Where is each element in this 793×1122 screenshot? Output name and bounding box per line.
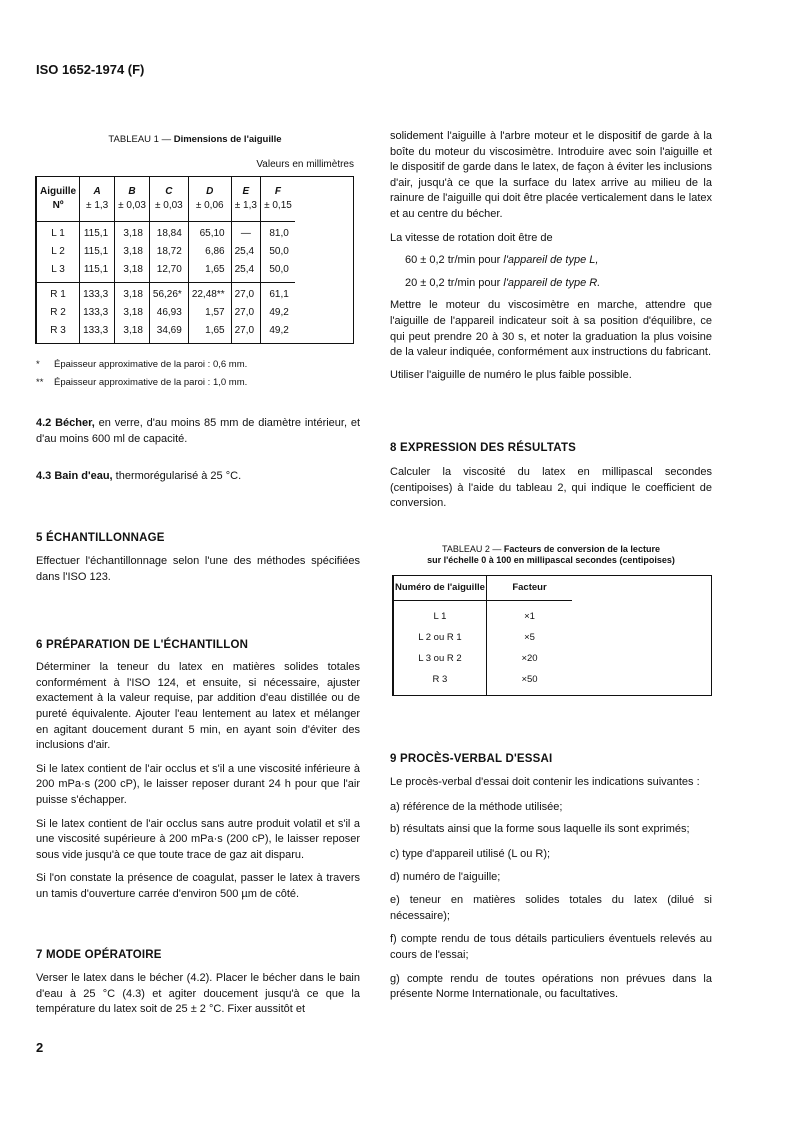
paragraph: Mettre le moteur du viscosimètre en marche, attendre que l'aiguille de l'appareil indicateur soit à sa position d'équilibre, ce qui peut prendre 20 à 30 s, et noter la graduation la plus voisine de la valeur indiquée, conformément aux instructions du fabricant. [390, 299, 712, 359]
table-cell: 27,0 [231, 322, 260, 343]
heading-7: 7 MODE OPÉRATOIRE [36, 949, 162, 962]
header-tolerance: ± 1,3 [234, 200, 257, 211]
paragraph: Verser le latex dans le bécher (4.2). Placer le bécher dans le bain d'eau à 25 °C (4.3) et agiter doucement jusqu'à ce que la température du latex soit de 25 ± 2 °C. Fixer aussitôt et [36, 972, 360, 1016]
table2-caption [390, 544, 712, 566]
table-cell: 22,48** [188, 283, 231, 305]
caption-subtitle: sur l'échelle 0 à 100 en millipascal secondes (centipoises) [427, 554, 675, 565]
header-tolerance: ± 0,15 [264, 200, 292, 211]
table-row [37, 322, 295, 343]
table-row [394, 627, 573, 648]
footnote-marker: * [36, 359, 40, 370]
speed-value: 20 ± 0,2 tr/min pour [405, 276, 504, 289]
section-number: 4.2 [36, 417, 52, 429]
column-header [261, 177, 295, 222]
section-4-3 [36, 469, 360, 485]
table-cell: ×5 [486, 627, 572, 648]
paragraph: Déterminer la teneur du latex en matières solides totales conformément à l'ISO 124, et ensuite, si nécessaire, ajuster exactement à la valeur requise, par addition d'eau distillée ou de pureté équivalente. Ajouter l'eau lentement au latex et mélanger en agitant doucement durant 5 min, en ayant soin d'éviter des inclusions d'air. [36, 661, 360, 752]
table-cell: 18,72 [149, 243, 188, 261]
table-cell: ×20 [486, 648, 572, 669]
table-cell: 1,65 [188, 261, 231, 283]
left-column [36, 134, 360, 1056]
paragraph: Si l'on constate la présence de coagulat, passer le latex à travers un tamis d'ouverture carrée d'environ 500 µm de côté. [36, 872, 360, 900]
header-label: F [274, 186, 282, 197]
list-item: b) résultats ainsi que la forme sous laquelle ils sont exprimés; [390, 823, 690, 836]
table-cell: 115,1 [80, 222, 115, 244]
page-number: 2 [36, 1039, 44, 1055]
footnote [36, 374, 360, 392]
paragraph: Si le latex contient de l'air occlus sans autre produit volatil et s'il a une viscosité supérieure à 200 mPa·s (200 cP), le laisser reposer sous vide jusqu'à ce que toute trace de gaz ait disparu. [36, 817, 360, 861]
table-cell: L 1 [37, 222, 80, 244]
table-row [37, 261, 295, 283]
paragraph: Effectuer l'échantillonnage selon l'une des méthodes spécifiées dans l'ISO 123. [36, 555, 360, 583]
table-cell: 3,18 [115, 261, 150, 283]
table-cell: 49,2 [261, 304, 295, 322]
caption-title: Dimensions de l'aiguille [173, 134, 282, 145]
table-2 [392, 575, 712, 696]
header-tolerance: Nº [52, 200, 64, 211]
table-cell: L 2 [37, 243, 80, 261]
table-cell: 133,3 [80, 283, 115, 305]
table-row [37, 222, 295, 244]
column-header [188, 177, 231, 222]
header-tolerance: ± 0,06 [195, 200, 224, 211]
table-cell: ×50 [486, 669, 572, 695]
table1-caption [36, 134, 354, 146]
table-cell: ×1 [486, 600, 572, 627]
table-row [37, 243, 295, 261]
paragraph: Utiliser l'aiguille de numéro le plus faible possible. [390, 368, 632, 381]
header-label: C [165, 186, 173, 197]
section-number: 4.3 [36, 470, 52, 483]
table-cell: 46,93 [149, 304, 188, 322]
table-cell: 81,0 [261, 222, 295, 244]
caption-prefix: TABLEAU 1 — [108, 134, 174, 145]
table-cell: 3,18 [115, 222, 150, 244]
table-cell: R 3 [37, 322, 80, 343]
footnote-marker: ** [36, 377, 44, 388]
table-cell: L 3 [37, 261, 80, 283]
term: Bécher, [55, 417, 95, 429]
table-cell: 25,4 [231, 261, 260, 283]
header-tolerance: ± 1,3 [86, 200, 109, 211]
table-cell: 3,18 [115, 304, 150, 322]
table-cell: 61,1 [261, 283, 295, 305]
table-cell: 65,10 [188, 222, 231, 244]
table-row [394, 669, 573, 695]
speed-type-r [390, 276, 712, 292]
column-header [115, 177, 150, 222]
table-cell: 27,0 [231, 304, 260, 322]
speed-type: l'appareil de type L, [503, 254, 599, 267]
list-item: c) type d'appareil utilisé (L ou R); [390, 848, 551, 861]
table-cell: 1,65 [188, 322, 231, 343]
table-cell: — [231, 222, 260, 244]
column-header [149, 177, 188, 222]
section-4-2 [36, 416, 360, 447]
list-item: g) compte rendu de toutes opérations non prévues dans la présente Norme Internationale, ou facultatives. [390, 972, 712, 1001]
header-label: E [242, 186, 250, 197]
list-item: f) compte rendu de tous détails particuliers éventuels relevés au cours de l'essai; [390, 933, 712, 962]
header-row [37, 177, 295, 222]
table-row [394, 648, 573, 669]
footnote-text: Épaisseur approximative de la paroi : 0,6 mm. [54, 359, 248, 370]
table-cell: 34,69 [149, 322, 188, 343]
table1-units: Valeurs en millimètres [256, 159, 354, 170]
table-cell: 50,0 [261, 243, 295, 261]
document-header: ISO 1652-1974 (F) [36, 62, 145, 77]
column-header: Numéro de l'aiguille [394, 576, 487, 601]
table-cell: 115,1 [80, 261, 115, 283]
header-label: A [93, 186, 101, 197]
column-header [231, 177, 260, 222]
term: Bain d'eau, [54, 470, 113, 483]
speed-type: l'appareil de type R. [503, 276, 601, 289]
right-column [390, 129, 712, 1003]
header-tolerance: ± 0,03 [118, 200, 146, 211]
column-header [80, 177, 115, 222]
table-cell: 56,26* [149, 283, 188, 305]
footnote [36, 356, 360, 374]
table-cell: R 1 [37, 283, 80, 305]
heading-8: 8 EXPRESSION DES RÉSULTATS [390, 442, 577, 455]
footnote-text: Épaisseur approximative de la paroi : 1,0 mm. [54, 377, 248, 388]
table-cell: 133,3 [80, 304, 115, 322]
table-cell: 6,86 [188, 243, 231, 261]
table-cell: 25,4 [231, 243, 260, 261]
header-label: B [128, 186, 136, 197]
list-item: d) numéro de l'aiguille; [390, 870, 501, 883]
table-cell: 12,70 [149, 261, 188, 283]
paragraph: Si le latex contient de l'air occlus et s'il a une viscosité inférieure à 200 mPa·s (200 cP), le laisser reposer durant 24 h pour que l'air puisse s'échapper. [36, 762, 360, 806]
paragraph: Calculer la viscosité du latex en millipascal secondes (centipoises) à l'aide du tableau 2, qui indique le coefficient de conversion. [390, 465, 712, 510]
table-row [37, 283, 295, 305]
heading-9: 9 PROCÈS-VERBAL D'ESSAI [390, 752, 553, 765]
caption-prefix: TABLEAU 2 — [442, 543, 504, 554]
table-row [37, 304, 295, 322]
table-cell: 49,2 [261, 322, 295, 343]
column-header [37, 177, 80, 222]
heading-6: 6 PRÉPARATION DE L'ÉCHANTILLON [36, 638, 249, 651]
table-cell: 1,57 [188, 304, 231, 322]
header-tolerance: ± 0,03 [154, 200, 183, 211]
table-cell: R 2 [37, 304, 80, 322]
paragraph: La vitesse de rotation doit être de [390, 231, 553, 244]
table-cell: 3,18 [115, 283, 150, 305]
table-cell: 133,3 [80, 322, 115, 343]
caption-title: Facteurs de conversion de la lecture [503, 543, 660, 554]
text: thermorégularisé à 25 °C. [112, 470, 242, 483]
table-cell: L 2 ou R 1 [394, 627, 487, 648]
header-label: Aiguille [40, 186, 77, 197]
text: en verre, d'au moins 85 mm de diamètre intérieur, et d'au moins 600 ml de capacité. [36, 417, 360, 445]
table-cell: R 3 [394, 669, 487, 695]
paragraph: solidement l'aiguille à l'arbre moteur et le dispositif de garde à la boîte du moteur du viscosimètre. Introduire avec soin l'aiguille et le dispositif de garde dans le latex, de façon à éviter les inclusions d'air, jusqu'à ce que la surface du latex arrive au milieu de la rainure de l'aiguille qui doit être placée verticalement dans le latex et au centre du bécher. [390, 130, 712, 220]
speed-type-l [390, 253, 712, 269]
column-header: Facteur [486, 576, 572, 601]
table1-footnotes [36, 356, 360, 392]
heading-5: 5 ÉCHANTILLONNAGE [36, 531, 165, 544]
table-cell: 18,84 [149, 222, 188, 244]
table-cell: 27,0 [231, 283, 260, 305]
list-item: a) référence de la méthode utilisée; [390, 800, 563, 813]
table-1 [35, 176, 354, 344]
header-label: D [206, 186, 214, 197]
table-row [394, 600, 573, 627]
list-item: e) teneur en matières solides totales du latex (dilué si nécessaire); [390, 894, 712, 922]
table-cell: 50,0 [261, 261, 295, 283]
table-cell: 115,1 [80, 243, 115, 261]
table-cell: 3,18 [115, 243, 150, 261]
paragraph: Le procès-verbal d'essai doit contenir les indications suivantes : [390, 776, 700, 789]
table-cell: 3,18 [115, 322, 150, 343]
speed-value: 60 ± 0,2 tr/min pour [405, 254, 504, 267]
table-cell: L 3 ou R 2 [394, 648, 487, 669]
table-cell: L 1 [394, 600, 487, 627]
